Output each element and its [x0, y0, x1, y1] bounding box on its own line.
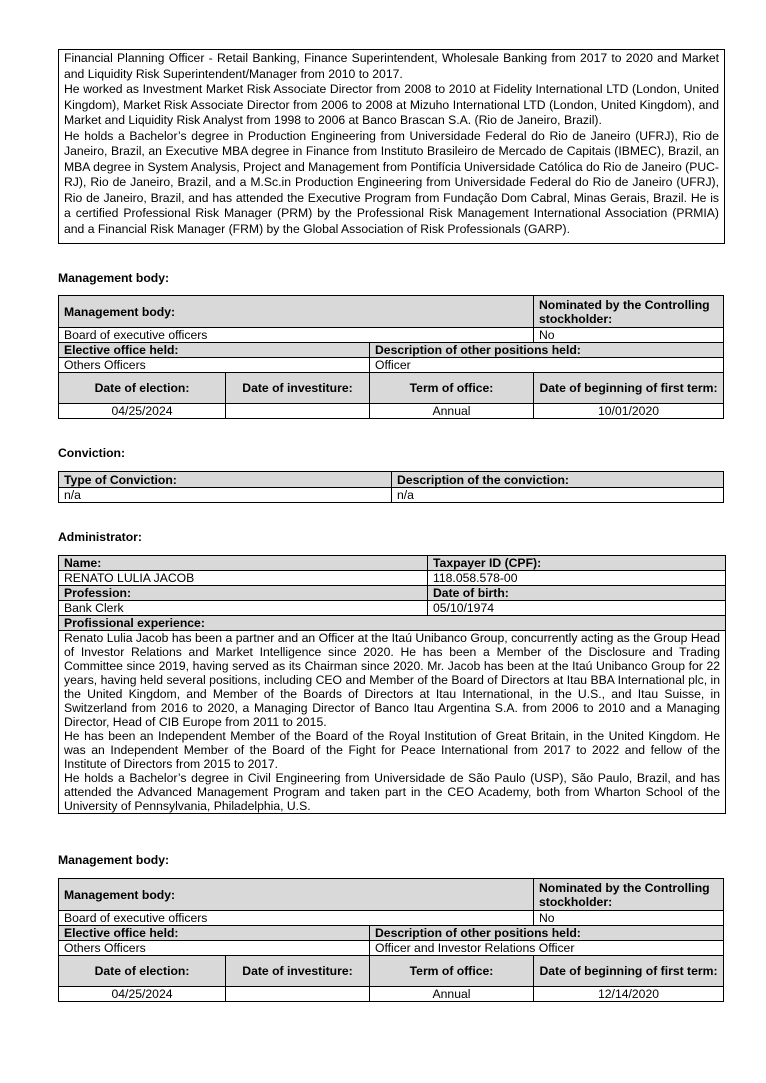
label-type-of-conviction: Type of Conviction:	[59, 472, 392, 488]
conviction-table	[58, 471, 724, 503]
bio-paragraph: Financial Planning Officer - Retail Banking, Finance Superintendent, Wholesale Banking from 2017 to 2020 and Market and Liquidity Risk Superintendent/Manager from 2010 to 2017.	[64, 51, 719, 81]
election-date-value: 04/25/2024	[59, 987, 226, 1002]
other-positions-value: Officer and Investor Relations Officer	[370, 941, 724, 956]
conviction-type-value: n/a	[59, 488, 392, 503]
label-profession: Profession:	[59, 586, 428, 601]
management-body-value: Board of executive officers	[59, 911, 534, 926]
name-value: RENATO LULIA JACOB	[59, 571, 428, 586]
elective-office-value: Others Officers	[59, 358, 370, 373]
section-title-administrator: Administrator:	[58, 530, 142, 544]
term-value: Annual	[370, 404, 534, 419]
label-elective-office: Elective office held:	[59, 343, 370, 358]
term-value: Annual	[370, 987, 534, 1002]
nominated-value: No	[534, 328, 724, 343]
label-date-of-election: Date of election:	[59, 956, 226, 987]
label-name: Name:	[59, 556, 428, 571]
first-term-value: 12/14/2020	[534, 987, 724, 1002]
management-body-table	[58, 878, 724, 1002]
section-title-management-body: Management body:	[58, 271, 170, 285]
label-date-of-investiture: Date of investiture:	[226, 956, 370, 987]
label-term-of-office: Term of office:	[370, 373, 534, 404]
label-management-body: Management body:	[59, 296, 534, 328]
label-term-of-office: Term of office:	[370, 956, 534, 987]
section-title-conviction: Conviction:	[58, 446, 126, 460]
election-date-value: 04/25/2024	[59, 404, 226, 419]
label-nominated: Nominated by the Controlling stockholder:	[534, 296, 724, 328]
label-professional-experience: Profissional experience:	[59, 616, 726, 631]
label-first-term: Date of beginning of first term:	[534, 956, 724, 987]
label-elective-office: Elective office held:	[59, 926, 370, 941]
label-first-term: Date of beginning of first term:	[534, 373, 724, 404]
label-other-positions: Description of other positions held:	[370, 343, 724, 358]
experience-paragraph: Renato Lulia Jacob has been a partner and an Officer at the Itaú Unibanco Group, concurrently acting as the Group Head of Investor Relations and Market Intelligence since 2020. He has been a Member of the Disclosure and Trading Committee since 2019, having served as its Chairman since 2020. Mr. Jacob has been at the Itaú Unibanco Group for 22 years, having held several positions, including CEO and Member of the Board of Directors at Itau BBA International plc, in the United Kingdom, and Member of the Boards of Directors at Itau International, in the U.S., and Itau Suisse, in Switzerland from 2016 to 2020, a Managing Director of Banco Itau Argentina S.A. from 2006 to 2010 and a Managing Director, Head of CIB Europe from 2011 to 2015.	[64, 631, 720, 729]
elective-office-value: Others Officers	[59, 941, 370, 956]
other-positions-value: Officer	[370, 358, 724, 373]
taxpayer-id-value: 118.058.578-00	[428, 571, 726, 586]
experience-paragraph: He holds a Bachelor’s degree in Civil Engineering from Universidade de São Paulo (USP), São Paulo, Brazil, and has attended the Advanced Management Program and taken part in the CEO Academy, both from Wharton School of the University of Pennsylvania, Philadelphia, U.S.	[64, 771, 720, 813]
label-date-of-birth: Date of birth:	[428, 586, 726, 601]
first-term-value: 10/01/2020	[534, 404, 724, 419]
label-taxpayer-id: Taxpayer ID (CPF):	[428, 556, 726, 571]
investiture-date-value	[226, 987, 370, 1002]
bio-paragraph: He worked as Investment Market Risk Associate Director from 2008 to 2010 at Fidelity International LTD (London, United Kingdom), Market Risk Associate Director from 2006 to 2008 at Mizuho International LTD (London, United Kingdom), and Market and Liquidity Risk Analyst from 1998 to 2006 at Banco Brascan S.A. (Rio de Janeiro, Brazil).	[64, 82, 719, 127]
label-nominated: Nominated by the Controlling stockholder:	[534, 879, 724, 911]
date-of-birth-value: 05/10/1974	[428, 601, 726, 616]
conviction-description-value: n/a	[392, 488, 724, 503]
experience-paragraph: He has been an Independent Member of the Board of the Royal Institution of Great Britain, in the United Kingdom. He was an Independent Member of the Board of the Fight for Peace International from 2017 to 2022 and fellow of the Institute of Directors from 2015 to 2017.	[64, 729, 720, 771]
label-conviction-description: Description of the conviction:	[392, 472, 724, 488]
section-title-management-body: Management body:	[58, 853, 170, 867]
label-date-of-investiture: Date of investiture:	[226, 373, 370, 404]
label-other-positions: Description of other positions held:	[370, 926, 724, 941]
management-body-table	[58, 295, 724, 419]
bio-text-box	[58, 49, 725, 244]
label-date-of-election: Date of election:	[59, 373, 226, 404]
administrator-table	[58, 555, 726, 814]
management-body-value: Board of executive officers	[59, 328, 534, 343]
label-management-body: Management body:	[59, 879, 534, 911]
profession-value: Bank Clerk	[59, 601, 428, 616]
nominated-value: No	[534, 911, 724, 926]
bio-paragraph: He holds a Bachelor’s degree in Production Engineering from Universidade Federal do Rio de Janeiro (UFRJ), Rio de Janeiro, Brazil, an Executive MBA degree in Finance from Instituto Brasileiro de Mercado de Capitais (IBMEC), Brazil, an MBA degree in System Analysis, Project and Management from Pontifícia Universidade Católica do Rio de Janeiro (PUC-RJ), Rio de Janeiro, Brazil, and a M.Sc.in Production Engineering from Universidade Federal do Rio de Janeiro (UFRJ), Rio de Janeiro, Brazil, and has attended the Executive Program from Fundação Dom Cabral, Minas Gerais, Brazil. He is a certified Professional Risk Manager (PRM) by the Professional Risk Management International Association (PRMIA) and a Financial Risk Manager (FRM) by the Global Association of Risk Professionals (GARP).	[64, 128, 719, 236]
investiture-date-value	[226, 404, 370, 419]
professional-experience-text	[59, 631, 726, 814]
